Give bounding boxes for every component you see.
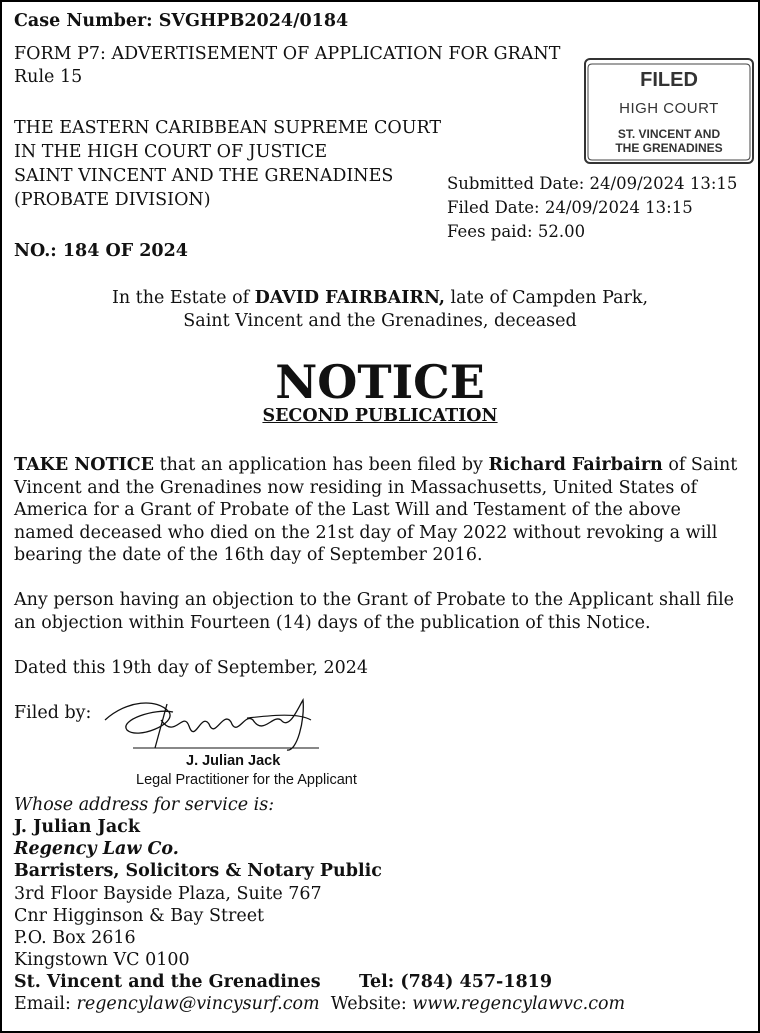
court-name: THE EASTERN CARIBBEAN SUPREME COURT [14,118,442,138]
website-label: Website: [319,994,413,1014]
signatory-name: J. Julian Jack [186,753,281,769]
email-label: Email: [14,994,77,1014]
address-line-1: 3rd Floor Bayside Plaza, Suite 767 [14,884,322,904]
firm-name: Regency Law Co. [14,839,179,859]
applicant-name: Richard Fairbairn [488,455,663,475]
estate-suffix: late of Campden Park, [444,288,649,308]
fees-paid: Fees paid: 52.00 [447,222,586,241]
stamp-filed: FILED [640,69,698,91]
publication-label: SECOND PUBLICATION [262,406,498,426]
address-country: St. Vincent and the Grenadines [14,972,321,992]
submitted-date: Submitted Date: 24/09/2024 13:15 [447,174,738,193]
filed-stamp [584,58,754,164]
court-jurisdiction: SAINT VINCENT AND THE GRENADINES [14,166,394,186]
estate-line-1 [2,287,758,310]
notice-paragraph-2: Any person having an objection to the Grant of Probate to the Applicant shall file an objection within Fourteen (14) days of the publication of this Notice. [14,590,735,633]
estate-prefix: In the Estate of [111,288,255,308]
website-link[interactable]: www.regencylawvc.com [412,994,626,1014]
notice-number: NO.: 184 OF 2024 [14,241,188,261]
email-link[interactable]: regencylaw@vincysurf.com [76,994,320,1014]
notice-title: NOTICE [275,355,485,409]
filed-date: Filed Date: 24/09/2024 13:15 [447,198,693,217]
filed-by-label: Filed by: [14,703,92,723]
stamp-place-1: ST. VINCENT AND [617,127,721,141]
estate-line-2: Saint Vincent and the Grenadines, deceased [183,311,577,331]
probate-division: (PROBATE DIVISION) [14,190,211,210]
court-division: IN THE HIGH COURT OF JUSTICE [14,142,328,162]
take-notice: TAKE NOTICE [14,455,154,475]
rule-number: Rule 15 [14,67,83,87]
firm-profession: Barristers, Solicitors & Notary Public [14,861,382,881]
signature-icon [97,690,337,760]
address-intro: Whose address for service is: [14,795,275,815]
notice-paragraph-1 [14,454,744,567]
case-number: Case Number: SVGHPB2024/0184 [14,11,349,31]
signatory-role: Legal Practitioner for the Applicant [136,772,357,788]
stamp-place-2: THE GRENADINES [615,141,723,155]
address-line-3: P.O. Box 2616 [14,928,136,948]
form-title: FORM P7: ADVERTISEMENT OF APPLICATION FOR GRANT [14,44,561,64]
dated-line: Dated this 19th day of September, 2024 [14,658,369,678]
paragraph-1-text-a: that an application has been filed by [154,455,489,475]
address-line-4: Kingstown VC 0100 [14,950,190,970]
stamp-court: HIGH COURT [619,100,719,117]
telephone: Tel: (784) 457-1819 [359,972,553,992]
address-name: J. Julian Jack [14,817,140,837]
paragraph-1-text-b: of Saint Vincent and the Grenadines now residing in Massachusetts, United States of America for a Grant of Probate of the Last Will and Testament of the above named deceased who died on the 21st day of May 2022 without revoking a will bearing the date of the 16th day of September 2016. [14,455,738,565]
deceased-name: DAVID FAIRBAIRN, [254,288,445,308]
contact-line [14,993,625,1016]
address-line-2: Cnr Higginson & Bay Street [14,906,265,926]
